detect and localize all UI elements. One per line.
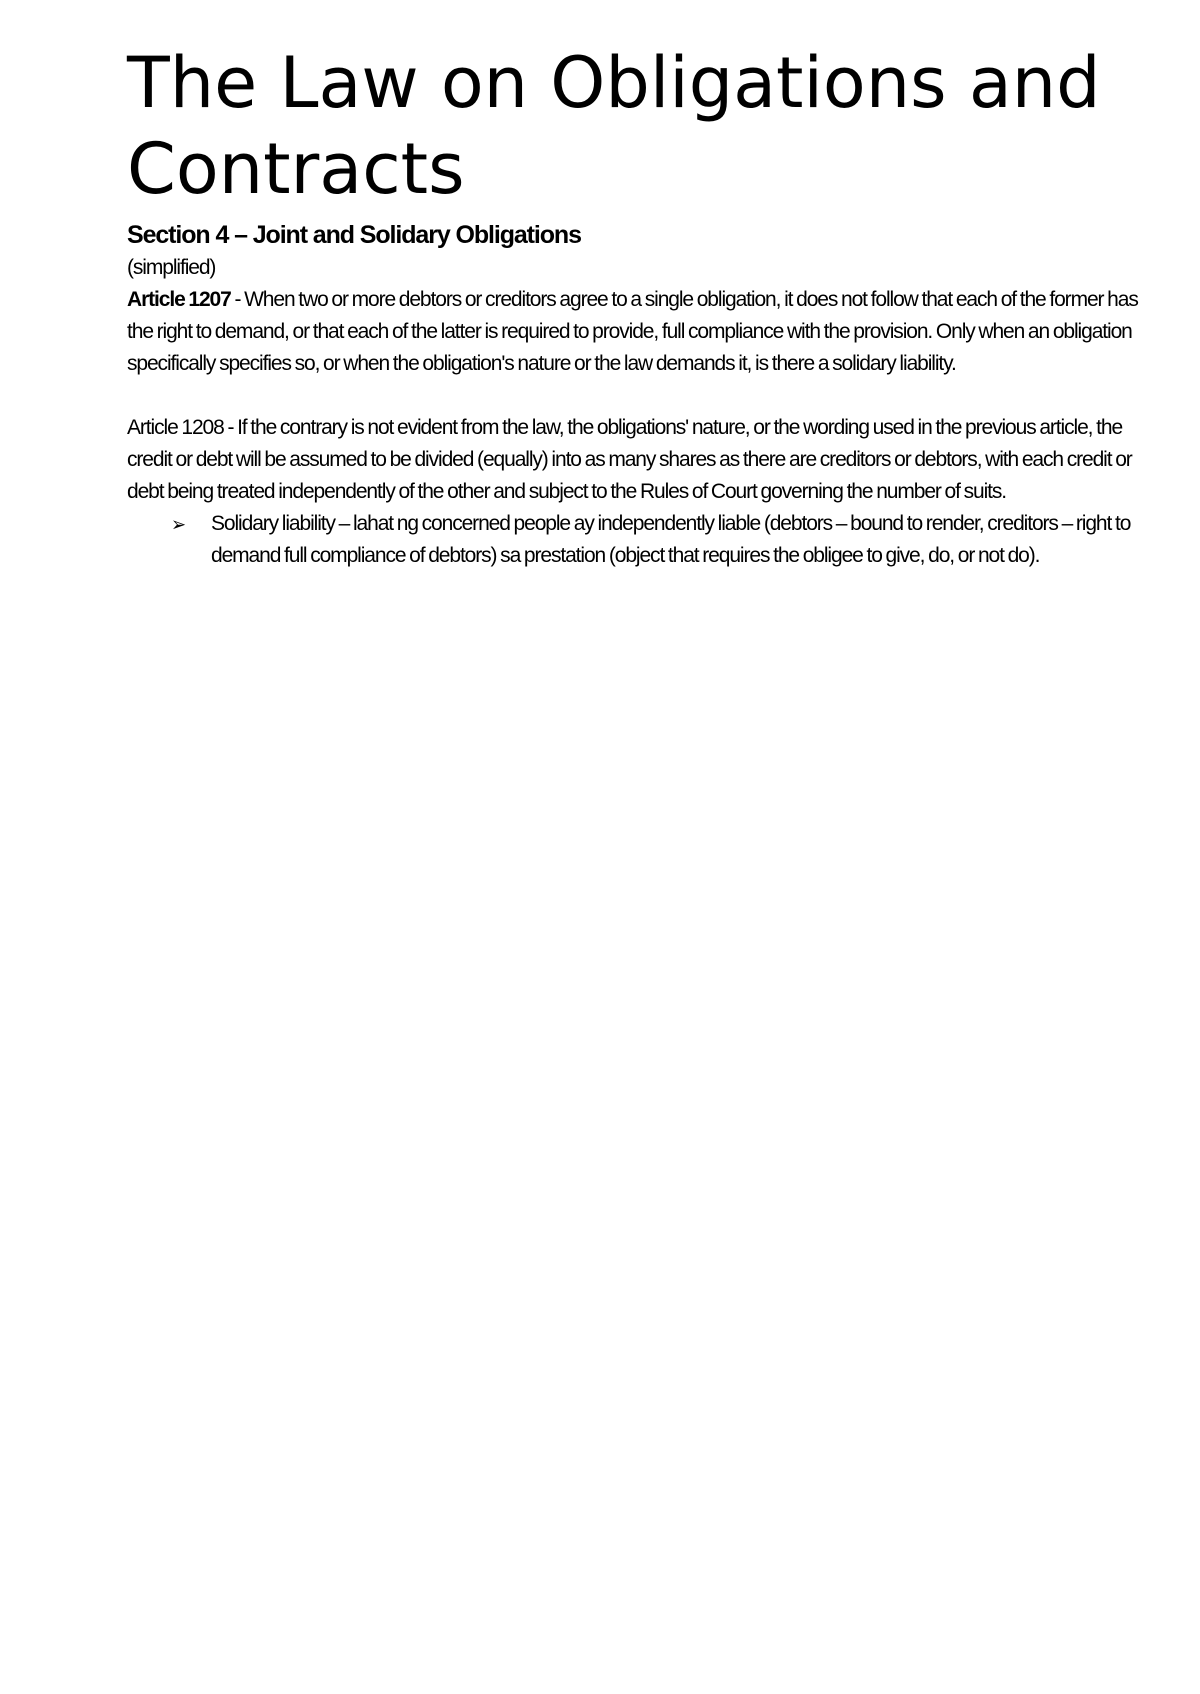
arrowhead-bullet-icon: ➢ — [171, 512, 185, 536]
subtitle: (simplified) — [127, 256, 216, 279]
article-label: Article 1208 — [127, 416, 224, 439]
document-title: The Law on Obligations and Contracts — [127, 42, 1101, 210]
article-text: - When two or more debtors or creditors agree to a single obligation, it does not follow that each of the former has the right to demand, or that each of the latter is required to provide, full compliance with the provision. Only when an obligation specifically specifies so, or when the obligation's nature or the law demands it, is there a solidary liability. — [127, 288, 1138, 375]
list-item — [127, 508, 1167, 572]
article-1208 — [127, 412, 1167, 508]
article-text: - If the contrary is not evident from the law, the obligations' nature, or the wording used in the previous article, the credit or debt will be assumed to be divided (equally) into as many shares as there are creditors or debtors, with each credit or debt being treated independently of the other and subject to the Rules of Court governing the number of suits. — [127, 416, 1132, 503]
bullet-text: Solidary liability – lahat ng concerned people ay independently liable (debtors – bound to render, creditors – right to demand full compliance of debtors) sa prestation (object that requires the obligee to give, do, or not do). — [211, 512, 1131, 567]
bullet-list — [127, 508, 1167, 572]
paragraph-spacer — [127, 380, 1167, 412]
section-heading: Section 4 – Joint and Solidary Obligations — [127, 221, 581, 249]
article-label: Article 1207 — [127, 288, 231, 311]
article-1207 — [127, 284, 1167, 380]
document-page — [127, 40, 1167, 572]
